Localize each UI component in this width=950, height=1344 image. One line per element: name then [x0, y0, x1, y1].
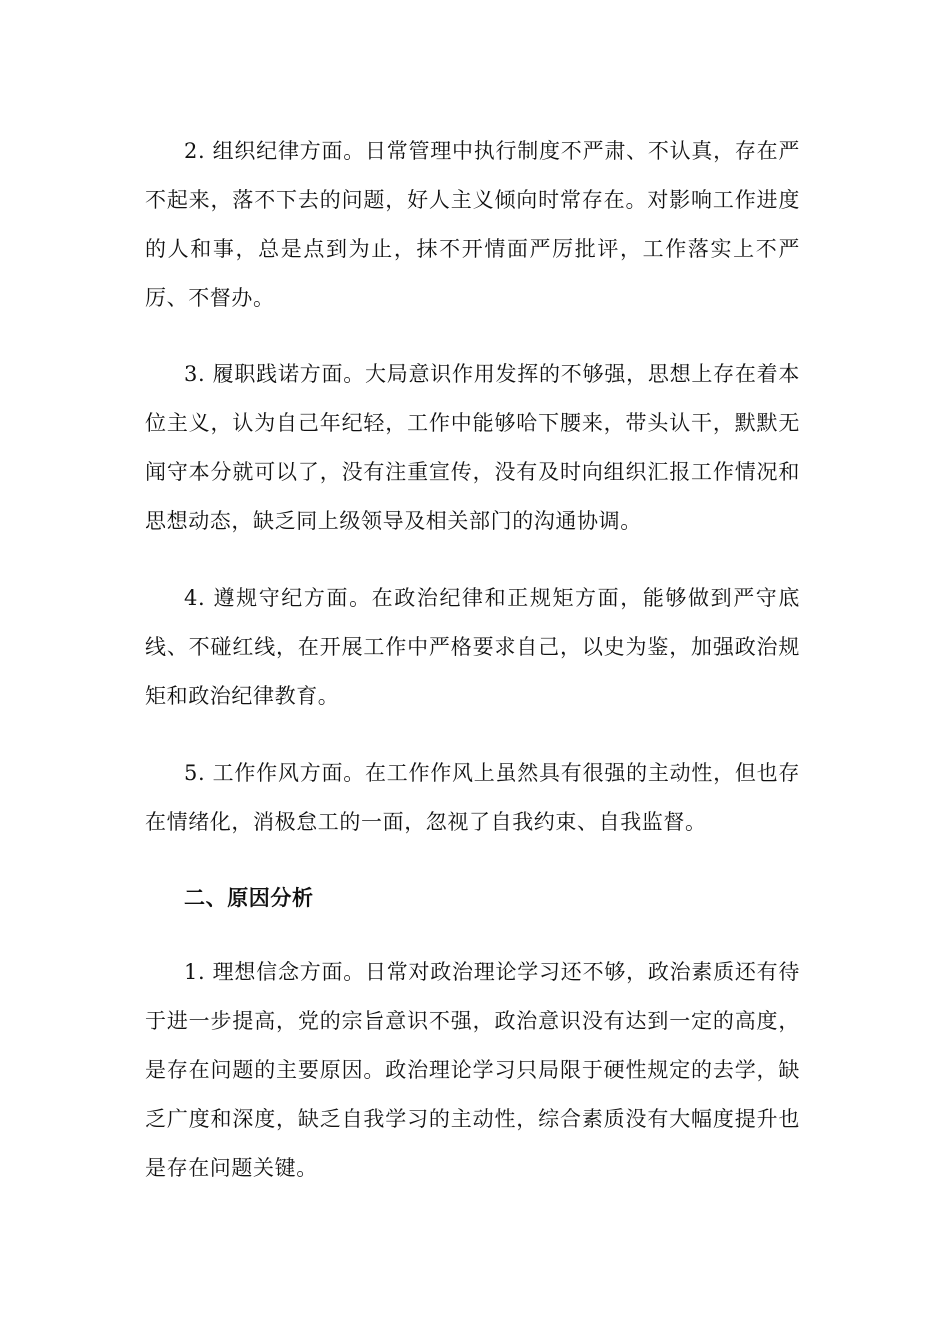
paragraph-duty-performance: 3. 履职践诺方面。大局意识作用发挥的不够强，思想上存在着本位主义，认为自己年纪轻，工作中能够哈下腰来，带头认干，默默无闻守本分就可以了，没有注重宣传，没有及时向组织汇报工作情况和思想动态，缺乏同上级领导及相关部门的沟通协调。 [145, 362, 800, 533]
paragraph-work-style: 5. 工作作风方面。在工作作风上虽然具有很强的主动性，但也存在情绪化，消极怠工的一面，忽视了自我约束、自我监督。 [145, 761, 800, 834]
section-heading-cause-analysis: 二、原因分析 [184, 886, 314, 910]
paragraph-organization-discipline: 2. 组织纪律方面。日常管理中执行制度不严肃、不认真，存在严不起来，落不下去的问题，好人主义倾向时常存在。对影响工作进度的人和事，总是点到为止，抹不开情面严厉批评，工作落实上不严厉、不督办。 [145, 139, 800, 310]
paragraph-ideals-beliefs: 1. 理想信念方面。日常对政治理论学习还不够，政治素质还有待于进一步提高，党的宗旨意识不强，政治意识没有达到一定的高度，是存在问题的主要原因。政治理论学习只局限于硬性规定的去学，缺乏广度和深度，缺乏自我学习的主动性，综合素质没有大幅度提升也是存在问题关键。 [145, 960, 800, 1180]
paragraph-rules-compliance: 4. 遵规守纪方面。在政治纪律和正规矩方面，能够做到严守底线、不碰红线，在开展工作中严格要求自己，以史为鉴，加强政治规矩和政治纪律教育。 [145, 586, 800, 708]
